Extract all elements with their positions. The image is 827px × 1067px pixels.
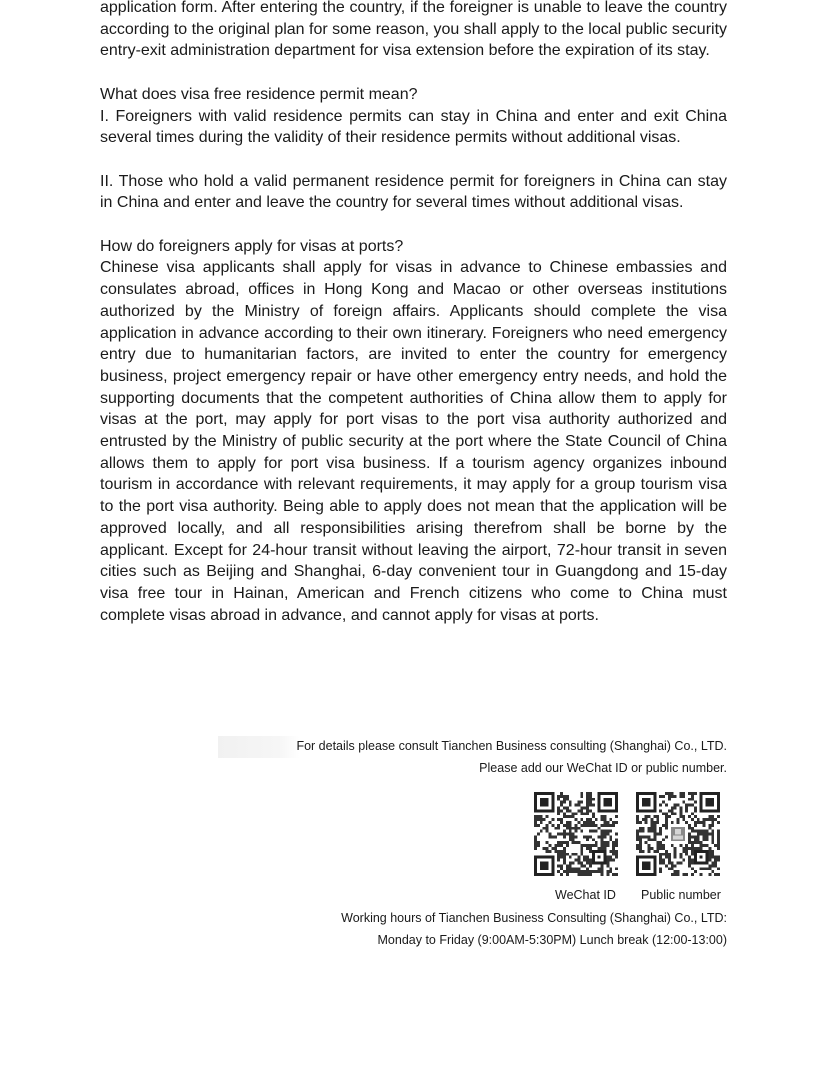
contact-footer — [207, 736, 727, 779]
working-hours-detail: Monday to Friday (9:00AM-5:30PM) Lunch break (12:00-13:00) — [377, 932, 727, 947]
wechat-id-qr-code-icon[interactable] — [534, 792, 618, 876]
residence-permit-point-2: II. Those who hold a valid permanent residence permit for foreigners in China can stay in China and enter and leave the country for several times without additional visas. — [100, 172, 727, 212]
consult-line: For details please consult Tianchen Business consulting (Shanghai) Co., LTD. — [218, 736, 727, 758]
section-heading-port-visas: How do foreigners apply for visas at ports? — [100, 237, 404, 255]
public-number-qr-code-icon[interactable] — [636, 792, 720, 876]
public-number-label: Public number — [641, 888, 721, 902]
intro-paragraph: application form. After entering the country, if the foreigner is unable to leave the country according to the original plan for some reason, you shall apply to the local public security entry-exit administration department for visa extension before the expiration of its stay. — [100, 0, 728, 60]
qr-code-row — [534, 792, 724, 876]
section-heading-visa-free-residence: What does visa free residence permit mean? — [100, 85, 418, 103]
working-hours-title: Working hours of Tianchen Business Consulting (Shanghai) Co., LTD: — [341, 911, 727, 925]
add-wechat-line: Please add our WeChat ID or public number. — [479, 760, 727, 775]
residence-permit-point-1: I. Foreigners with valid residence permits can stay in China and enter and exit China several times during the validity of their residence permits without additional visas. — [100, 107, 727, 147]
port-visa-paragraph: Chinese visa applicants shall apply for visas in advance to Chinese embassies and consulates abroad, offices in Hong Kong and Macao or other overseas institutions authorized by the Ministry of foreign affairs. Applicants should complete the visa application in advance according to their own itinerary. Foreigners who need emergency entry due to humanitarian factors, are invited to enter the country for emergency business, project emergency repair or have other emergency entry needs, and hold the supporting documents that the competent authorities of China allow them to apply for visas at the port, may apply for port visas to the port visa authority authorized and entrusted by the Ministry of public security at the port where the State Council of China allows them to apply for port visa business. If a tourism agency organizes inbound tourism in accordance with relevant requirements, it may apply for a group tourism visa to the port visa authority. Being able to apply does not mean that the application will be approved locally, and all responsibilities arising therefrom shall be borne by the applicant. Except for 24-hour transit without leaving the airport, 72-hour transit in seven cities such as Beijing and Shanghai, 6-day convenient tour in Guangdong and 15-day visa free tour in Hainan, American and French citizens who come to China must complete visas abroad in advance, and cannot apply for visas at ports. — [100, 259, 727, 624]
document-body — [100, 0, 727, 626]
wechat-id-label: WeChat ID — [555, 888, 616, 902]
working-hours — [341, 908, 727, 951]
